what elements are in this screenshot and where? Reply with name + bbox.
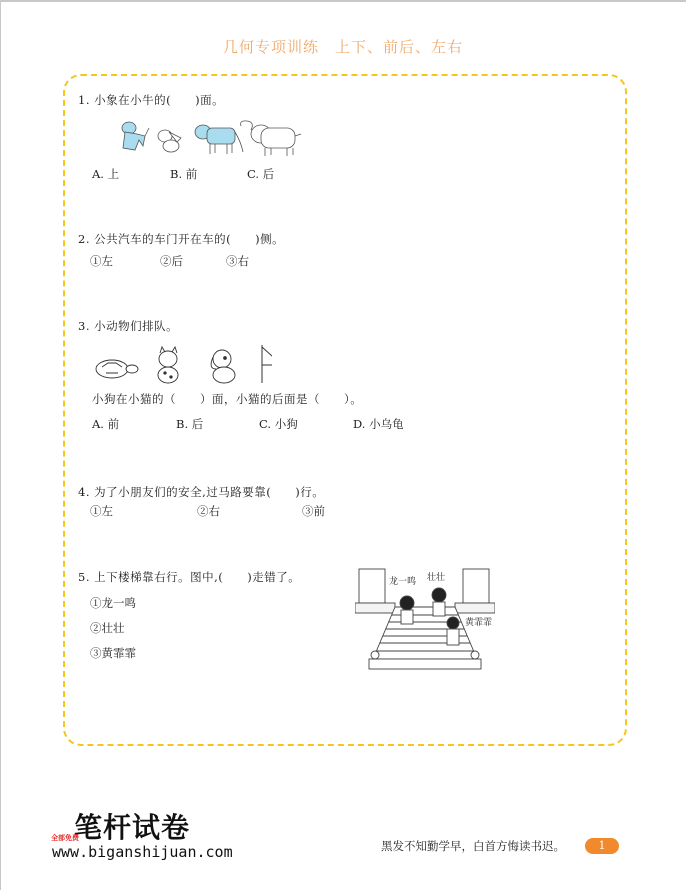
question-5-option-2[interactable]: ②壮壮 bbox=[90, 621, 125, 635]
question-3-option-c[interactable]: C. 小狗 bbox=[259, 417, 298, 431]
page-number-badge: 1 bbox=[585, 838, 619, 854]
title-subtopic: 上下、前后、左右 bbox=[335, 38, 464, 56]
animals-illustration-q1 bbox=[115, 118, 305, 158]
page-title bbox=[0, 36, 686, 57]
question-3-option-b[interactable]: B. 后 bbox=[176, 417, 204, 431]
question-1-stem: 1. 小象在小牛的( )面。 bbox=[78, 93, 225, 107]
logo-url[interactable]: www.biganshijuan.com bbox=[52, 843, 233, 861]
question-3-sub-stem: 小狗在小猫的（ ）面，小猫的后面是（ ）。 bbox=[92, 392, 363, 406]
question-5-option-3[interactable]: ③黄霏霏 bbox=[90, 646, 136, 660]
question-1-option-c[interactable]: C. 后 bbox=[247, 167, 275, 181]
question-2-option-2[interactable]: ②后 bbox=[160, 254, 183, 268]
question-1-option-a[interactable]: A. 上 bbox=[92, 167, 120, 181]
question-1-option-b[interactable]: B. 前 bbox=[170, 167, 198, 181]
logo-brand-name: 笔杆试卷 bbox=[74, 811, 191, 844]
page-edge-left bbox=[0, 0, 1, 890]
animals-queue-illustration-q3 bbox=[92, 345, 272, 385]
title-topic: 几何专项训练 bbox=[222, 38, 319, 56]
label-huangfeifei: 黄霏霏 bbox=[465, 618, 493, 628]
question-3-option-d[interactable]: D. 小乌龟 bbox=[353, 417, 404, 431]
logo-free-tag: 全部免费 bbox=[51, 834, 79, 842]
page-edge-top bbox=[0, 0, 686, 2]
question-4-option-3[interactable]: ③前 bbox=[302, 504, 325, 518]
label-longyiming: 龙一鸣 bbox=[389, 577, 417, 587]
question-4-option-1[interactable]: ①左 bbox=[90, 504, 113, 518]
question-3-stem: 3. 小动物们排队。 bbox=[78, 319, 179, 333]
question-4-stem: 4. 为了小朋友们的安全,过马路要靠( )行。 bbox=[78, 485, 325, 499]
question-5-option-1[interactable]: ①龙一鸣 bbox=[90, 596, 136, 610]
question-2-stem: 2. 公共汽车的车门开在车的( )侧。 bbox=[78, 232, 285, 246]
footer-motto: 黑发不知勤学早，白首方悔读书迟。 bbox=[381, 839, 565, 853]
question-5-stem: 5. 上下楼梯靠右行。图中,( )走错了。 bbox=[78, 570, 301, 584]
label-zhuangzhuang: 壮壮 bbox=[427, 573, 446, 583]
question-4-option-2[interactable]: ②右 bbox=[197, 504, 220, 518]
stairs-illustration-q5 bbox=[355, 567, 495, 673]
question-2-option-3[interactable]: ③右 bbox=[226, 254, 249, 268]
question-3-option-a[interactable]: A. 前 bbox=[92, 417, 120, 431]
question-2-option-1[interactable]: ①左 bbox=[90, 254, 113, 268]
question-frame bbox=[63, 74, 627, 746]
